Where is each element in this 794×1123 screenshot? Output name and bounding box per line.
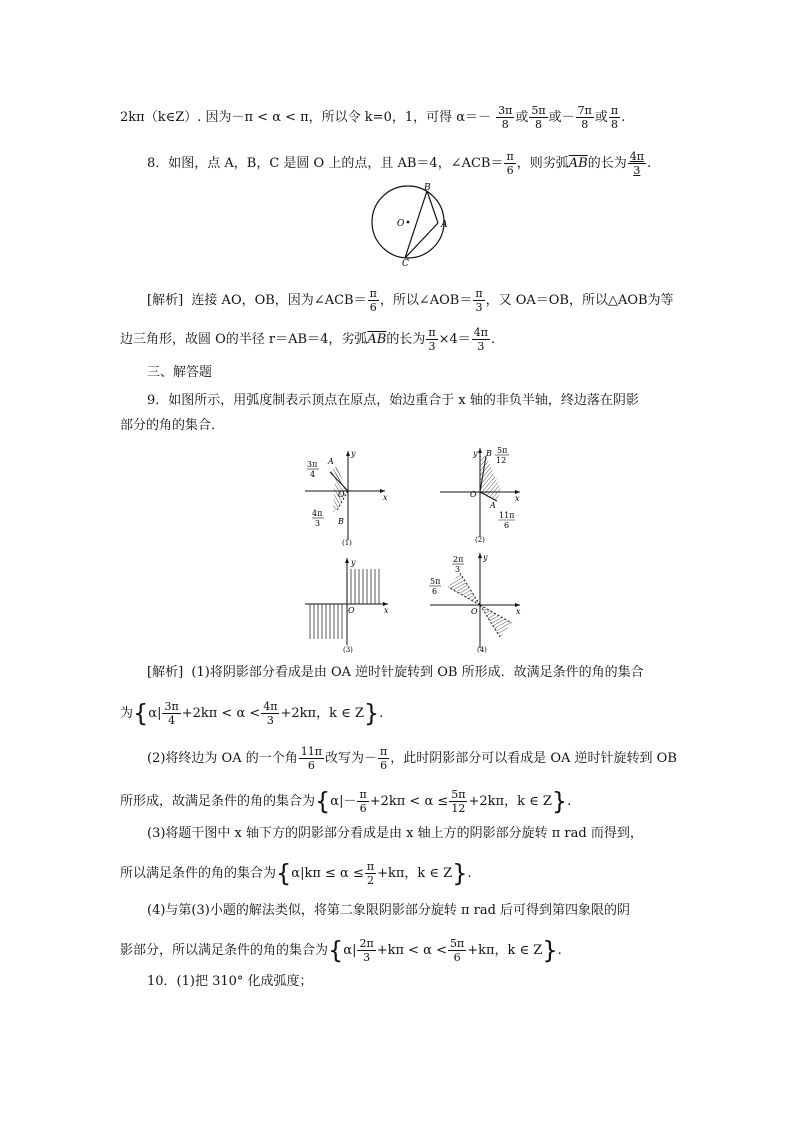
svg-text:O: O bbox=[471, 607, 478, 616]
svg-text:2π: 2π bbox=[453, 555, 464, 564]
fraction: $\frac{5\pi}{6}$ bbox=[449, 937, 465, 964]
svg-text:5π: 5π bbox=[497, 446, 508, 455]
fraction: $\frac{3\pi}{8}$ bbox=[498, 104, 513, 131]
fraction: $\frac{11\pi}{6}$ bbox=[300, 745, 322, 772]
fraction: $\frac{\pi}{6}$ bbox=[506, 150, 514, 177]
solution-8-line-1: [解析] 连接 AO，OB，因为∠ACB＝ $\frac{\pi}{6}$ ，所以∠AOB＝ $\frac{\pi}{3}$ ，又 OA＝OB，所以△AOB为等 bbox=[147, 287, 674, 314]
circle-figure bbox=[368, 180, 458, 266]
figure-2 bbox=[435, 445, 530, 545]
svg-text:x: x bbox=[515, 494, 520, 503]
svg-text:(3): (3) bbox=[343, 646, 353, 654]
fraction: $\frac{\pi}{3}$ bbox=[475, 287, 483, 314]
svg-text:y: y bbox=[351, 449, 356, 458]
svg-text:O: O bbox=[470, 490, 477, 499]
fraction: $\frac{4\pi}{3}$ bbox=[473, 326, 488, 353]
svg-text:B: B bbox=[338, 517, 344, 526]
svg-text:O: O bbox=[338, 490, 345, 499]
section-heading: 三、解答题 bbox=[147, 365, 213, 380]
fraction: $\frac{\pi}{6}$ bbox=[379, 745, 388, 772]
solution-8-line-2: 边三角形，故圆 O的半径 r＝AB＝4，劣弧$\overline{AB}$的长为 $\frac{\pi}{3}$ ×4＝ $\frac{4\pi}{3}$ . bbox=[120, 326, 496, 353]
fraction: $\frac{2\pi}{3}$ bbox=[359, 937, 374, 964]
label-c: C bbox=[402, 259, 409, 266]
svg-text:(4): (4) bbox=[477, 646, 487, 654]
svg-text:6: 6 bbox=[504, 521, 510, 530]
svg-text:(2): (2) bbox=[475, 536, 485, 544]
question-8: 8．如图，点 A，B，C 是圆 O 上的点，且 AB＝4，∠ACB＝ $\frac{\pi}{6}$ ，则劣弧$\overline{AB}$的长为 $\frac{4\pi}{3}$ . bbox=[147, 150, 652, 177]
solution-9-2-line-2: 所形成，故满足条件的角的集合为{α|－ $\frac{\pi}{6}$ +2kπ < α ≤ $\frac{5\pi}{12}$ +2kπ，k ∈ Z}. bbox=[120, 787, 572, 816]
fraction: $\frac{5\pi}{12}$ bbox=[451, 788, 466, 815]
solution-9-4-line-1: (4)与第(3)小题的解法类似，将第二象限阴影部分旋转 π rad 后可得到第四象限的阴 bbox=[147, 903, 631, 918]
fraction: $\frac{\pi}{6}$ bbox=[359, 788, 367, 815]
question-9-line-2: 部分的角的集合． bbox=[120, 418, 225, 433]
solution-9-3-line-2: 所以满足条件的角的集合为{α|kπ ≤ α ≤ $\frac{\pi}{2}$ +kπ，k ∈ Z}. bbox=[120, 859, 472, 888]
label-a: A bbox=[441, 220, 448, 230]
figure-4 bbox=[420, 550, 530, 655]
figure-1 bbox=[300, 448, 395, 548]
segment-ac bbox=[405, 223, 438, 258]
svg-text:6: 6 bbox=[432, 587, 438, 596]
fraction: $\frac{4\pi}{3}$ bbox=[263, 700, 278, 727]
svg-text:12: 12 bbox=[496, 456, 507, 465]
answer-fraction: $\frac{4\pi}{3}$ bbox=[629, 150, 644, 177]
solution-9-2-line-1: (2)将终边为 OA 的一个角 $\frac{11\pi}{6}$ 改写为－ $\frac{\pi}{6}$ ，此时阴影部分可以看成是 OA 逆时针旋转到 OB bbox=[147, 745, 677, 772]
svg-text:x: x bbox=[384, 606, 389, 615]
svg-text:3π: 3π bbox=[307, 460, 318, 469]
text-line-1: 2kπ（k∈Z）. 因为－π < α < π，所以令 k=0，1，可得 α＝－ $\frac{3\pi}{8}$ 或 $\frac{5\pi}{8}$ 或－ $\frac{7\pi}{8}$ 或 $\frac{\pi}{8}$ . bbox=[120, 104, 626, 131]
svg-text:A: A bbox=[328, 457, 334, 466]
svg-text:y: y bbox=[473, 449, 478, 458]
svg-text:3: 3 bbox=[315, 519, 321, 528]
question-10: 10．(1)把 310° 化成弧度； bbox=[147, 974, 313, 989]
segment-bc bbox=[405, 191, 427, 258]
solution-9-1-line-2: 为{α| $\frac{3\pi}{4}$ +2kπ < α < $\frac{4\pi}{3}$ +2kπ，k ∈ Z}. bbox=[120, 699, 384, 728]
svg-text:(1): (1) bbox=[342, 539, 352, 547]
svg-text:4π: 4π bbox=[312, 509, 323, 518]
figure-3 bbox=[300, 555, 395, 655]
solution-9-4-line-2: 影部分，所以满足条件的角的集合为{α| $\frac{2\pi}{3}$ +kπ < α < $\frac{5\pi}{6}$ +kπ，k ∈ Z}. bbox=[120, 936, 562, 965]
fraction: $\frac{\pi}{2}$ bbox=[366, 860, 375, 887]
svg-text:4: 4 bbox=[310, 470, 316, 479]
fraction: $\frac{\pi}{3}$ bbox=[428, 326, 436, 353]
svg-text:y: y bbox=[351, 558, 356, 567]
svg-text:5π: 5π bbox=[430, 577, 441, 586]
fraction: $\frac{7\pi}{8}$ bbox=[577, 104, 592, 131]
svg-text:x: x bbox=[383, 493, 388, 502]
svg-text:y: y bbox=[483, 553, 488, 562]
svg-text:3: 3 bbox=[455, 565, 461, 574]
svg-text:A: A bbox=[490, 501, 496, 510]
center-dot bbox=[407, 221, 410, 224]
fraction: $\frac{3\pi}{4}$ bbox=[164, 700, 179, 727]
fraction: $\frac{5\pi}{8}$ bbox=[531, 104, 546, 131]
fraction: $\frac{\pi}{6}$ bbox=[369, 287, 377, 314]
svg-text:11π: 11π bbox=[499, 511, 515, 520]
solution-9-1-line-1: [解析] (1)将阴影部分看成是由 OA 逆时针旋转到 OB 所形成．故满足条件的角的集合 bbox=[147, 665, 644, 680]
label-o: O bbox=[397, 219, 405, 229]
svg-text:O: O bbox=[348, 606, 355, 615]
svg-text:B: B bbox=[486, 449, 492, 458]
svg-text:x: x bbox=[516, 607, 521, 616]
solution-9-3-line-1: (3)将题干图中 x 轴下方的阴影部分看成是由 x 轴上方的阴影部分旋转 π rad 而得到， bbox=[147, 826, 643, 841]
fraction: $\frac{\pi}{8}$ bbox=[610, 104, 619, 131]
question-9-line-1: 9．如图所示，用弧度制表示顶点在原点，始边重合于 x 轴的非负半轴，终边落在阴影 bbox=[147, 393, 639, 408]
label-b: B bbox=[424, 183, 431, 193]
